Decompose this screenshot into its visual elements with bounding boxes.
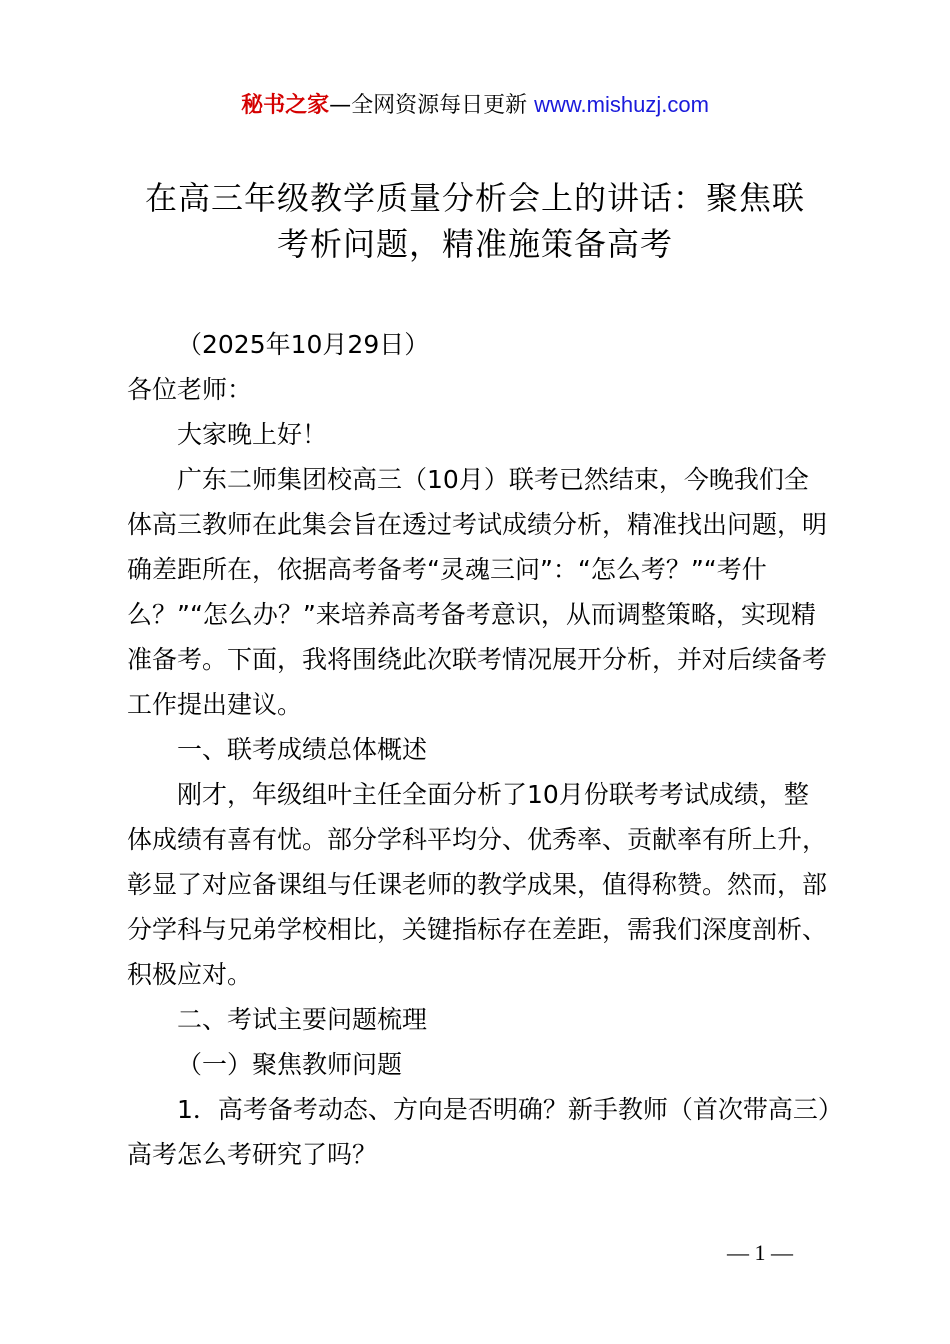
document-body <box>127 322 832 1177</box>
list-item-1: 1．高考备考动态、方向是否明确？新手教师（首次带高三）高考怎么考研究了吗？ <box>127 1095 831 1169</box>
site-header <box>0 88 950 123</box>
speech-date: （2025年10月29日） <box>177 330 430 359</box>
greeting: 大家晚上好！ <box>177 420 328 449</box>
title-line-1: 在高三年级教学质量分析会上的讲话：聚焦联 <box>144 179 805 217</box>
salutation: 各位老师： <box>127 375 253 404</box>
section-1-heading: 一、联考成绩总体概述 <box>177 735 428 764</box>
title-line-2: 考析问题，精准施策备高考 <box>276 225 673 263</box>
section-1-paragraph: 刚才，年级组叶主任全面分析了10月份联考考试成绩，整体成绩有喜有忧。部分学科平均分、优秀率、贡献率有所上升，彰显了对应备课组与任课老师的教学成果，值得称赞。然而，部分学科与兄弟学校相比，关键指标存在差距，需我们深度剖析、积极应对。 <box>127 780 828 989</box>
section-2-heading: 二、考试主要问题梳理 <box>177 1005 428 1034</box>
site-url-link[interactable]: www.mishuzj.com <box>534 92 709 117</box>
page-number: — 1 — <box>727 1240 793 1265</box>
header-tagline: —全网资源每日更新 <box>329 93 535 118</box>
intro-paragraph: 广东二师集团校高三（10月）联考已然结束，今晚我们全体高三教师在此集会旨在透过考试成绩分析，精准找出问题，明确差距所在，依据高考备考“灵魂三问”：“怎么考？”“考什么？”“怎么办？”来培养高考备考意识，从而调整策略，实现精准备考。下面，我将围绕此次联考情况展开分析，并对后续备考工作提出建议。 <box>127 465 828 719</box>
subsection-1-heading: （一）聚焦教师问题 <box>177 1050 403 1079</box>
brand-name: 秘书之家 <box>241 93 330 118</box>
document-title <box>110 175 840 267</box>
